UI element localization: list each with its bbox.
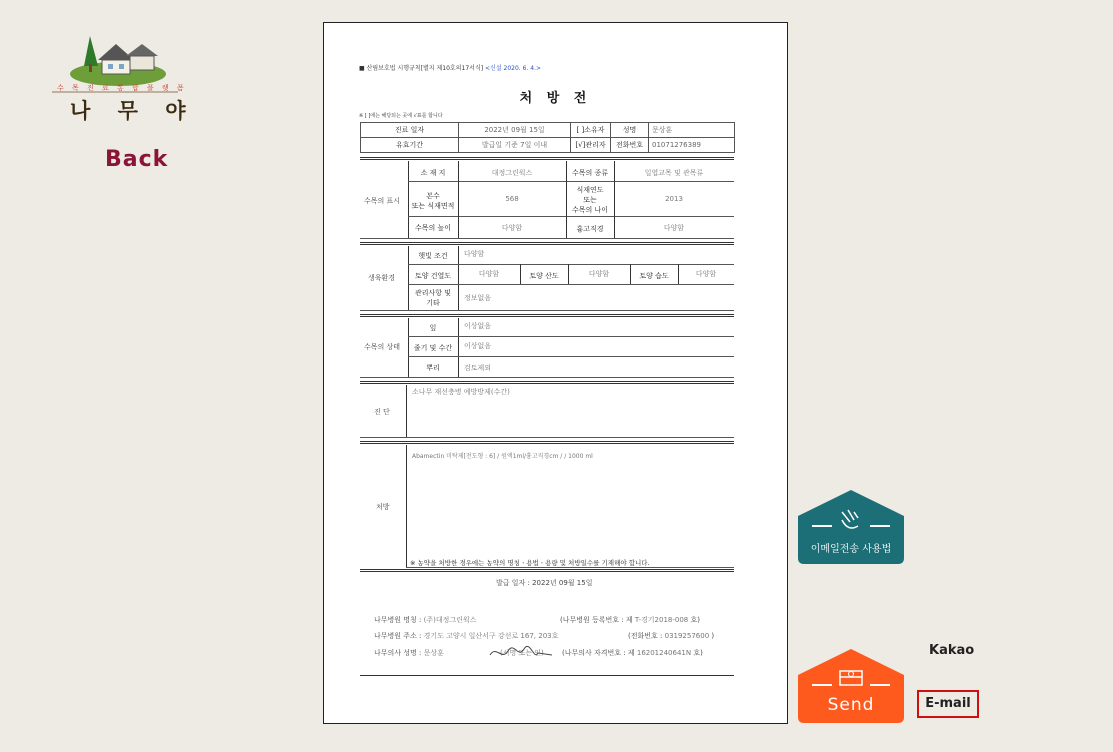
email-option[interactable]: E-mail bbox=[917, 690, 979, 718]
location-label: 소 재 지 bbox=[420, 169, 446, 177]
acid-label: 토양 산도 bbox=[529, 272, 559, 280]
mgmt-label-2: 기타 bbox=[426, 299, 440, 307]
name-value: 문상훈 bbox=[649, 123, 735, 138]
legal-date-text: <신설 2020. 6. 4.> bbox=[485, 65, 542, 72]
acid-value: 다양함 bbox=[588, 270, 610, 278]
mgmt-label-1: 관리사항 및 bbox=[414, 289, 452, 297]
logo-name: 나 무 야 bbox=[70, 99, 196, 123]
location-value: 대정그린웍스 bbox=[491, 169, 533, 177]
hospital-tel bbox=[628, 631, 714, 641]
root-value: 검토제외 bbox=[464, 364, 492, 372]
leaf-label: 잎 bbox=[429, 324, 437, 332]
hospital-tel-value: 0319257600 bbox=[664, 632, 710, 640]
legal-reference bbox=[359, 63, 541, 72]
species-value: 일엽교목 및 관목류 bbox=[644, 169, 704, 177]
species-label: 수목의 종류 bbox=[571, 169, 609, 177]
document-title: 처 방 전 bbox=[519, 91, 592, 106]
root-label: 뿌리 bbox=[426, 364, 440, 372]
back-button[interactable]: Back bbox=[105, 147, 169, 172]
logo-subtitle: 수 목 진 료 통 합 플 랫 폼 bbox=[57, 84, 187, 92]
owner-checkbox: [ ]소유자 bbox=[571, 123, 611, 138]
hospital-name-value: (주)대정그린웍스 bbox=[423, 616, 477, 624]
hospital-name bbox=[374, 615, 476, 625]
doctor-name bbox=[374, 648, 444, 658]
phone-value: 01071276389 bbox=[649, 138, 735, 153]
hospital-reg-value: T-경기2018-008 bbox=[634, 616, 689, 624]
year-value: 2013 bbox=[665, 195, 683, 203]
prescription-document bbox=[323, 22, 788, 724]
email-guide-label: 이메일전송 사용법 bbox=[810, 544, 892, 555]
sun-value: 다양함 bbox=[464, 250, 485, 258]
legal-ref-text: ■ 산림보호법 시행규칙[별지 제10호의17서식] bbox=[359, 65, 484, 72]
dbh-value: 다양함 bbox=[663, 224, 685, 232]
check-note: ※ [ ]에는 해당되는 곳에 √표를 합니다 bbox=[359, 113, 443, 119]
prescription-value: Abamectin 미탁제[전도형 : 6] / 원액1ml/흉고직경cm / / 1000 ml bbox=[412, 453, 593, 460]
stem-value: 이상없음 bbox=[464, 342, 492, 350]
hospital-reg bbox=[560, 615, 700, 625]
hospital-addr-label: 나무병원 주소 : bbox=[374, 632, 422, 640]
signature-icon bbox=[486, 641, 556, 665]
drain-label: 토양 건열도 bbox=[414, 272, 452, 280]
phone-label: 전화번호 bbox=[611, 138, 649, 153]
valid-value: 발급일 기준 7일 이내 bbox=[459, 138, 571, 153]
count-label-2: 또는 식재면적 bbox=[411, 202, 455, 210]
hospital-addr-value: 경기도 고양시 일산서구 강선로 167, 203호 bbox=[423, 632, 559, 640]
hospital-reg-label: (나무병원 등록번호 : 제 bbox=[560, 616, 633, 624]
table-row bbox=[361, 123, 735, 138]
issue-date-value: 2022년 09월 15일 bbox=[532, 579, 593, 587]
tree-section-label: 수목의 표시 bbox=[364, 197, 401, 205]
height-label: 수목의 높이 bbox=[414, 224, 452, 232]
count-label-1: 본수 bbox=[426, 192, 440, 200]
hospital-tel-suffix: ) bbox=[711, 632, 715, 640]
doctor-name-value: 문상훈 bbox=[423, 649, 444, 657]
diagnosis-value: 소나무 재선충병 예방방제(수간) bbox=[412, 388, 510, 396]
prescription-label: 처방 bbox=[376, 503, 390, 511]
hospital-tel-label: (전화번호 : bbox=[628, 632, 663, 640]
year-label-1: 식재연도 bbox=[576, 186, 604, 194]
dbh-label: 흉고직경 bbox=[576, 225, 604, 233]
kakao-option[interactable]: Kakao bbox=[929, 643, 975, 658]
diagnosis-label: 진 단 bbox=[374, 408, 390, 416]
license-suffix: 호) bbox=[693, 649, 703, 657]
prescription-footnote: ※ 농약을 처방한 경우에는 농약의 명칭ㆍ용법ㆍ용량 및 처방일수를 기재해야 합니다. bbox=[410, 559, 650, 567]
sun-label: 햇빛 조건 bbox=[418, 252, 448, 260]
date-label: 진료 일자 bbox=[361, 123, 459, 138]
date-value: 2022년 09월 15일 bbox=[459, 123, 571, 138]
moist-value: 다양함 bbox=[695, 270, 717, 278]
send-button[interactable] bbox=[798, 649, 904, 723]
manager-checkbox: [√]관리자 bbox=[571, 138, 611, 153]
state-section-label: 수목의 상태 bbox=[364, 343, 401, 351]
stem-label: 줄기 및 수간 bbox=[413, 344, 453, 352]
hospital-name-label: 나무병원 명칭 : bbox=[374, 616, 422, 624]
moist-label: 토양 습도 bbox=[639, 272, 669, 280]
drain-value: 다양함 bbox=[478, 270, 500, 278]
email-guide-button[interactable] bbox=[798, 490, 904, 564]
issue-date bbox=[496, 578, 592, 588]
table-row bbox=[361, 138, 735, 153]
hospital-reg-suffix: 호) bbox=[690, 616, 700, 624]
env-section-label: 생육환경 bbox=[368, 274, 396, 282]
license-value: 16201240641N bbox=[636, 649, 692, 657]
valid-label: 유효기간 bbox=[361, 138, 459, 153]
doctor-name-label: 나무의사 성명 : bbox=[374, 649, 422, 657]
year-label-2: 또는 bbox=[583, 196, 597, 204]
license bbox=[562, 648, 703, 658]
year-label-3: 수목의 나이 bbox=[571, 206, 609, 214]
hospital-addr bbox=[374, 631, 558, 641]
license-label: (나무의사 자격번호 : 제 bbox=[562, 649, 635, 657]
header-table bbox=[360, 122, 735, 153]
count-value: 568 bbox=[505, 195, 519, 203]
mgmt-value: 정보없음 bbox=[464, 294, 492, 302]
send-label: Send bbox=[827, 695, 875, 715]
name-label: 성명 bbox=[611, 123, 649, 138]
leaf-value: 이상없음 bbox=[464, 322, 492, 330]
height-value: 다양함 bbox=[501, 224, 523, 232]
sign-label: (서명 또는 인) bbox=[500, 649, 544, 657]
issue-date-label: 발급 일자 : bbox=[496, 579, 530, 587]
